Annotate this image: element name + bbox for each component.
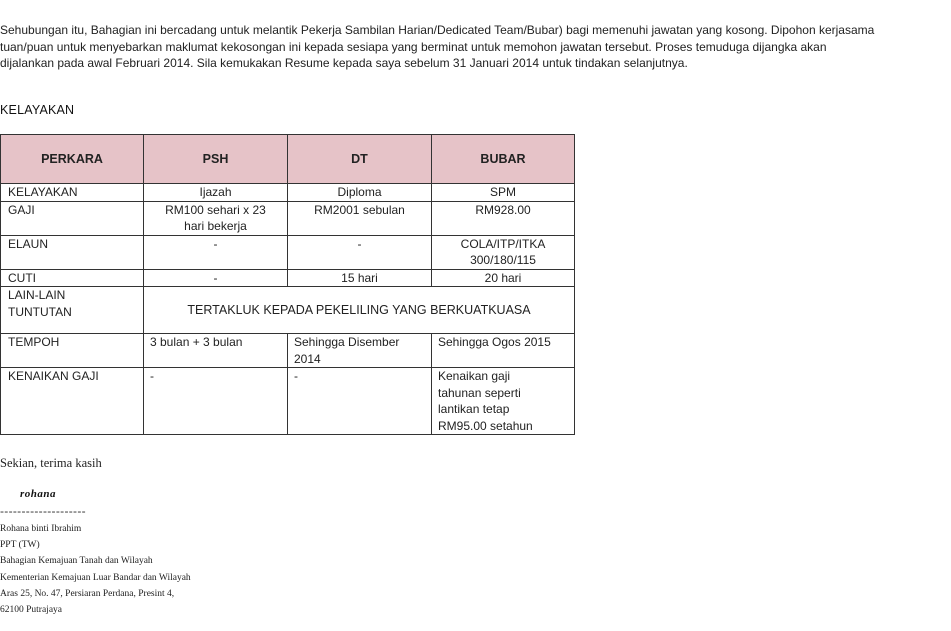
table-row-lain-lain (1, 287, 575, 334)
intro-paragraph (0, 22, 951, 72)
cell-dt: RM2001 sebulan (288, 201, 432, 235)
cell-bubar (432, 368, 575, 435)
sender-division: Bahagian Kemajuan Tanah dan Wilayah (0, 556, 153, 567)
cell-line: RM100 sehari x 23 (165, 202, 266, 217)
kelayakan-table (0, 134, 575, 435)
cell-line: RM95.00 setahun (438, 418, 533, 433)
header-psh: PSH (144, 135, 288, 184)
cell-bubar (432, 235, 575, 269)
row-label: ELAUN (1, 235, 144, 269)
sender-address-block (0, 521, 191, 618)
cell-line: Sehingga Disember (294, 335, 400, 349)
intro-line: tuan/puan untuk menyebarkan maklumat kekosongan ini kepada sesiapa yang berminat untuk memohon jawatan tersebut. Proses temuduga dijangka akan (0, 39, 827, 54)
cell-psh: - (144, 368, 288, 435)
header-perkara: PERKARA (1, 135, 144, 184)
intro-line: Sehubungan itu, Bahagian ini bercadang untuk melantik Pekerja Sambilan Harian/Dedicated Team/Bubar) bagi memenuhi jawatan yang kosong. Dipohon kerjasama (0, 23, 875, 37)
cell-psh: 3 bulan + 3 bulan (144, 334, 288, 368)
cell-line: hari bekerja (184, 219, 247, 233)
cell-line: TUNTUTAN (8, 304, 72, 319)
table-row-kenaikan-gaji (1, 368, 575, 435)
cell-psh: - (144, 235, 288, 269)
row-label: CUTI (1, 269, 144, 287)
section-heading-kelayakan: KELAYAKAN (0, 103, 75, 117)
cell-line: LAIN-LAIN (8, 288, 66, 302)
row-label: KENAIKAN GAJI (1, 368, 144, 435)
cell-dt: - (288, 235, 432, 269)
cell-psh: Ijazah (144, 184, 288, 202)
cell-bubar: 20 hari (432, 269, 575, 287)
row-label: KELAYAKAN (1, 184, 144, 202)
sender-postcode-city: 62100 Putrajaya (0, 605, 63, 616)
table-header-row (1, 135, 575, 184)
cell-line: COLA/ITP/ITKA (460, 236, 546, 251)
sender-name: Rohana binti Ibrahim (0, 524, 82, 534)
row-label: GAJI (1, 201, 144, 235)
table-row-tempoh (1, 334, 575, 368)
cell-line: Kenaikan gaji (438, 369, 511, 383)
signature: rohana (20, 488, 57, 500)
cell-psh (144, 201, 288, 235)
intro-line: dijalankan pada awal Februari 2014. Sila kemukakan Resume kepada saya sebelum 31 Januari 2014 untuk tindakan selanjutnya. (0, 56, 688, 70)
cell-dt: - (288, 368, 432, 435)
cell-dt (288, 334, 432, 368)
cell-line: 2014 (294, 351, 321, 366)
cell-psh: - (144, 269, 288, 287)
table-row-gaji (1, 201, 575, 235)
cell-bubar: SPM (432, 184, 575, 202)
header-dt: DT (288, 135, 432, 184)
cell-bubar: Sehingga Ogos 2015 (432, 334, 575, 368)
signature-divider: -------------------- (0, 504, 86, 518)
cell-line: tahunan seperti (438, 385, 521, 400)
sender-position: PPT (TW) (0, 540, 40, 551)
table-row-elaun (1, 235, 575, 269)
cell-dt: Diploma (288, 184, 432, 202)
table-row-kelayakan (1, 184, 575, 202)
sender-street: Aras 25, No. 47, Persiaran Perdana, Presint 4, (0, 588, 175, 599)
cell-line: lantikan tetap (438, 402, 510, 416)
row-label (1, 287, 144, 334)
closing-text: Sekian, terima kasih (0, 456, 102, 470)
cell-merged-pekeliling: TERTAKLUK KEPADA PEKELILING YANG BERKUATKUASA (144, 287, 575, 334)
header-bubar: BUBAR (432, 135, 575, 184)
sender-ministry: Kementerian Kemajuan Luar Bandar dan Wilayah (0, 572, 191, 583)
table-row-cuti (1, 269, 575, 287)
cell-line: 300/180/115 (470, 253, 536, 267)
cell-bubar: RM928.00 (432, 201, 575, 235)
row-label: TEMPOH (1, 334, 144, 368)
cell-dt: 15 hari (288, 269, 432, 287)
